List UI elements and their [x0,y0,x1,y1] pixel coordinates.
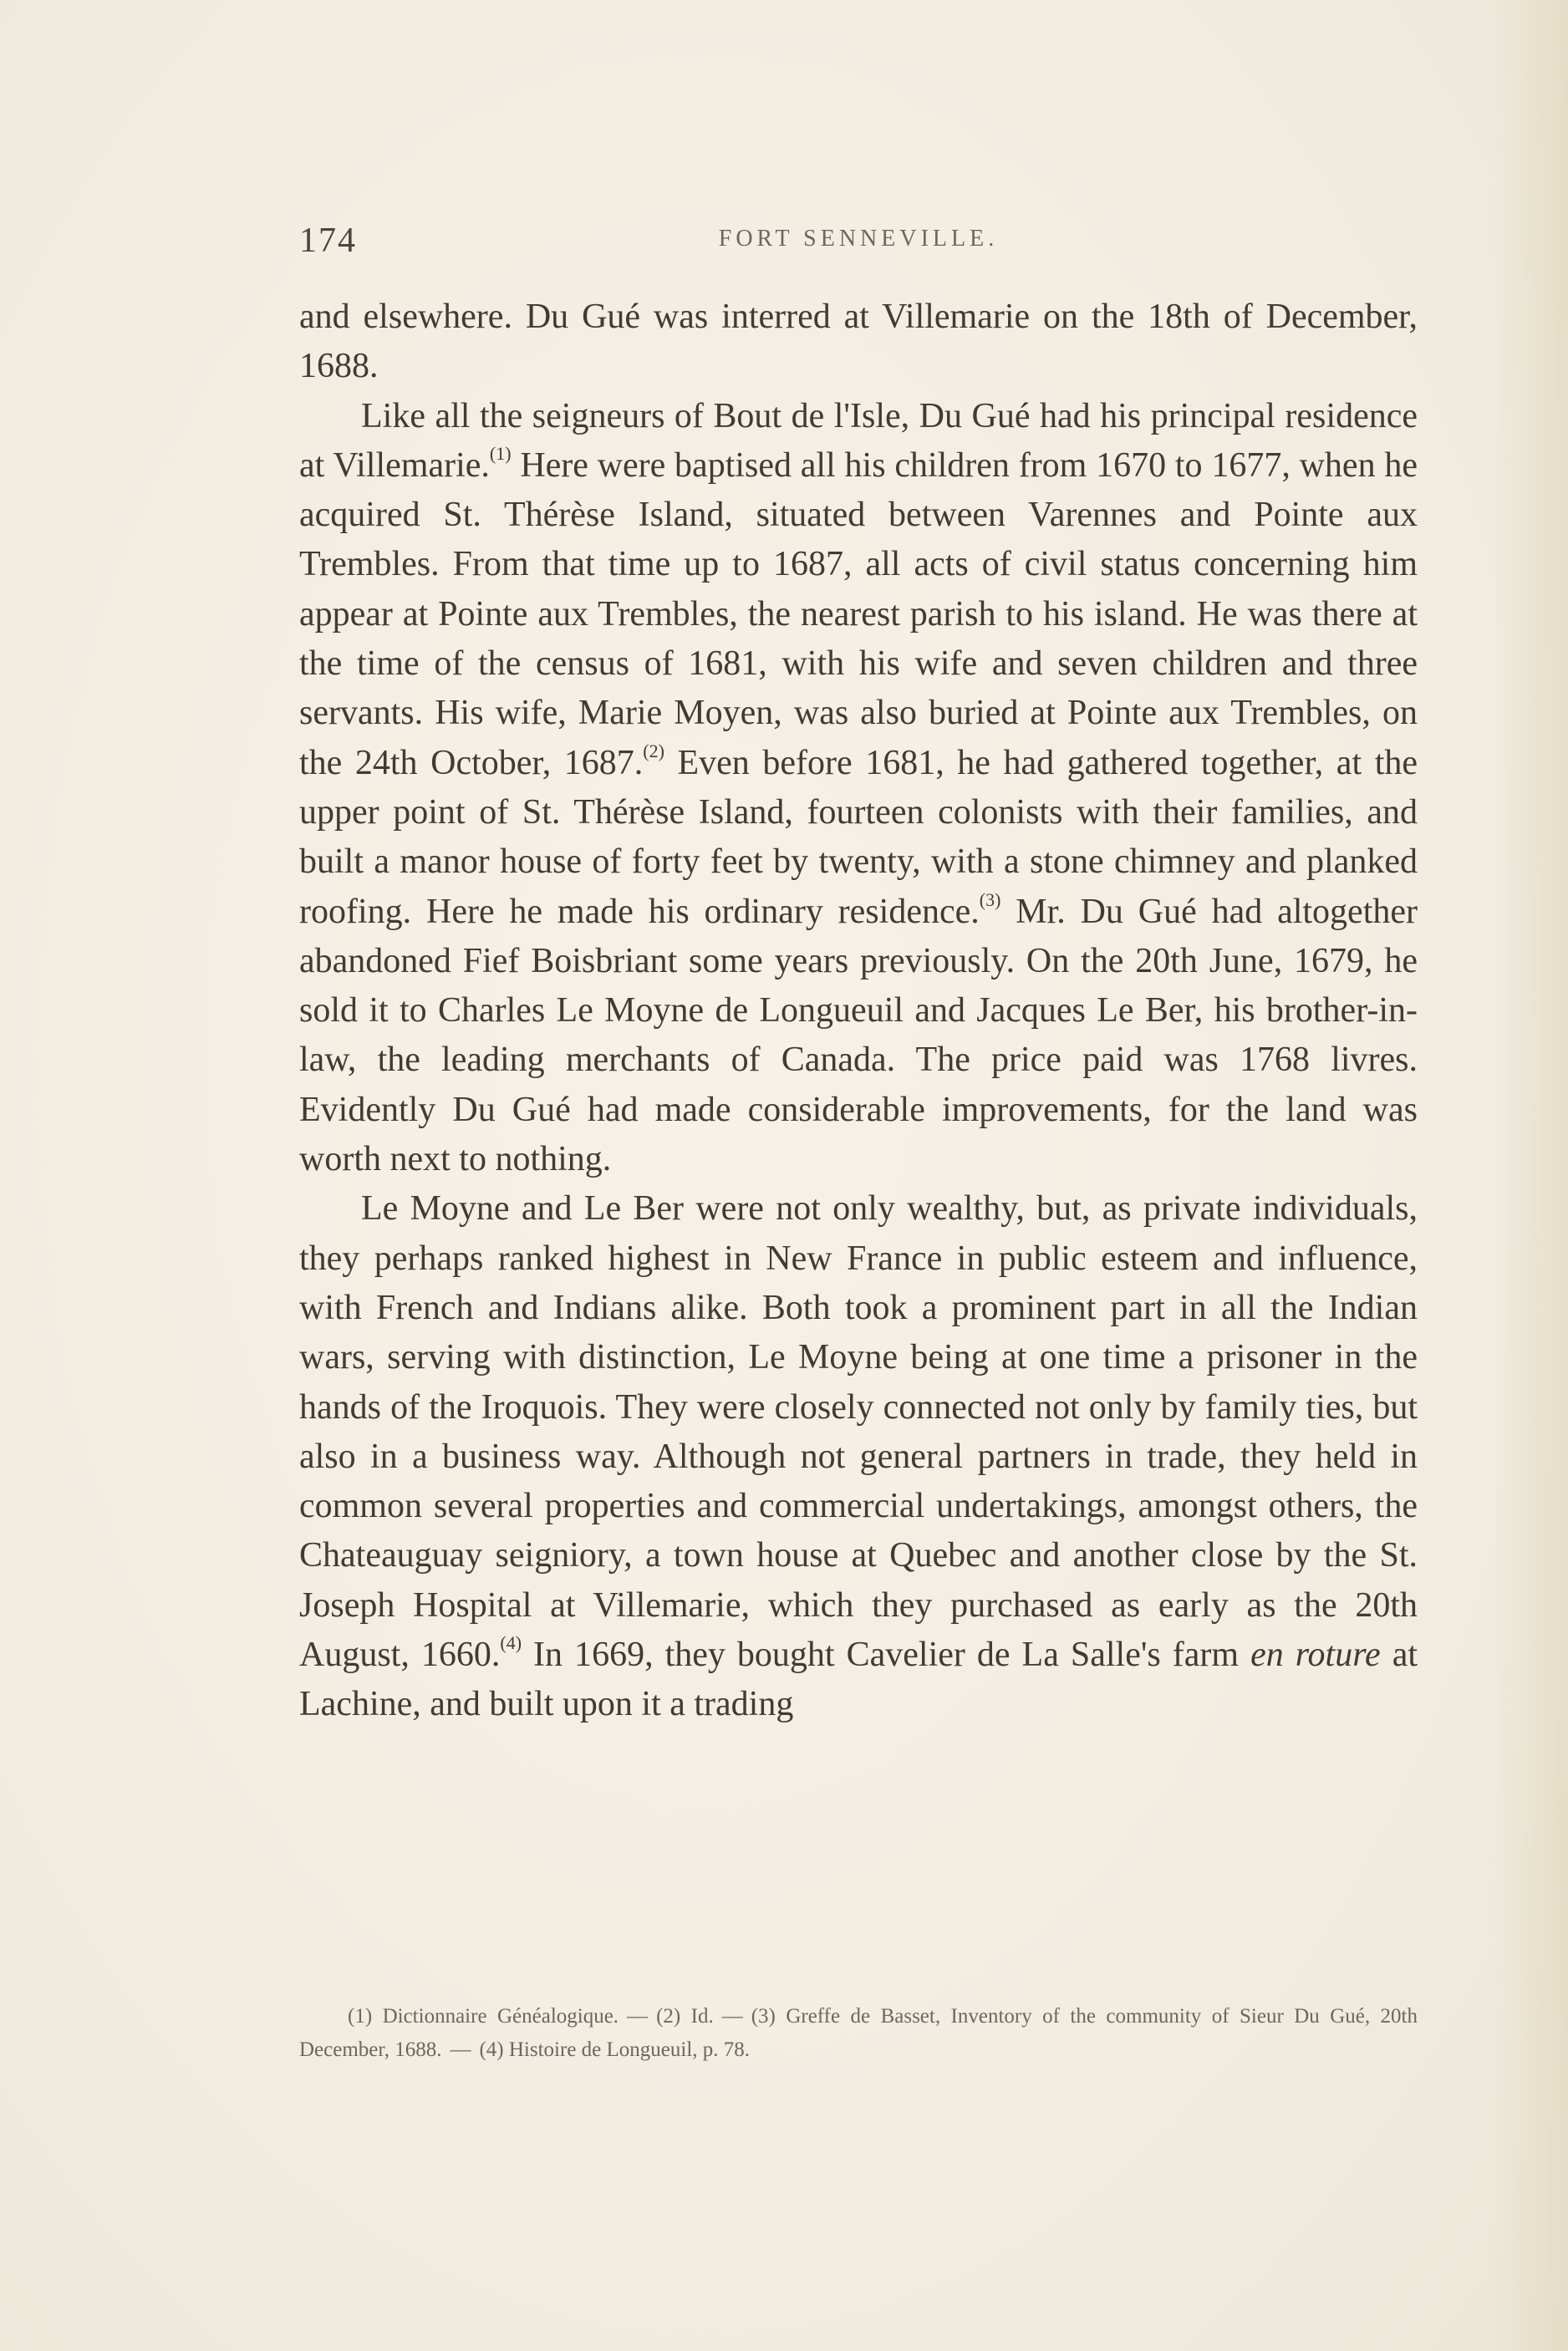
paragraph [299,293,1418,392]
footnote: (4) Histoire de Longueuil, p. 78. [479,2038,751,2061]
footnote-ref: (2) [643,740,664,761]
footnote-ref: (1) [489,442,512,464]
running-title: FORT SENNEVILLE. [718,226,999,252]
paragraph-text: at Lachine, and built upon it a trading [299,1636,1418,1724]
footnote-separator: — [721,2005,743,2028]
paragraph-text: In 1669, they bought Cavelier de La Salle's farm [522,1636,1251,1675]
footnote: (3) Greffe de Basset, Inventory of the community of Sieur Du Gué, 20th December, 1688. [299,2005,1418,2061]
paragraph-text: Here were baptised all his children from 1670 to 1677, when he acquired St. Thérèse Island, situated between Varennes and Pointe aux Trembles. From that time up to 1687, all acts of civil status concerning him appear at Pointe aux Trembles, the nearest parish to his island. He was there at the time of the census of 1681, with his wife and seven children and three servants. His wife, Marie Moyen, was also buried at Pointe aux Trembles, on the 24th October, 1687. [299,445,1418,782]
footnote-separator: — [627,2005,649,2028]
body-text [299,293,1418,1730]
page-number: 174 [299,221,357,260]
paragraph [299,1184,1418,1729]
footnotes [299,2000,1418,2067]
running-head [299,221,1418,262]
paragraph-text: Mr. Du Gué had altogether abandoned Fief Boisbriant some years previously. On the 20th June, 1679, he sold it to Charles Le Moyne de Longueuil and Jacques Le Ber, his brother-in-law, the leading merchants of Canada. The price paid was 1768 livres. Evidently Du Gué had made considerable improvements, for the land was worth next to nothing. [299,892,1418,1179]
paragraph [299,392,1418,1185]
paragraph-text: Even before 1681, he had gathered together, at the upper point of St. Thérèse Island, fourteen colonists with their families, and built a manor house of forty feet by twenty, with a stone chimney and planked roofing. Here he made his ordinary residence. [299,743,1418,931]
page-edge-shadow [1493,0,1568,2351]
paragraph-text: Like all the seigneurs of Bout de l'Isle, Du Gué had his principal residence at Villemarie. [299,396,1418,485]
italic-term: en roture [1250,1636,1381,1675]
footnote: (1) Dictionnaire Généalogique. [348,2005,619,2028]
footnote-ref: (4) [500,1632,522,1654]
footnote: (2) Id. [656,2005,714,2028]
footnote-ref: (3) [979,888,1001,910]
paragraph-text: Le Moyne and Le Ber were not only wealthy, but, as private individuals, they perhaps ranked highest in New France in public esteem and influence, with French and Indians alike. Both took a prominent part in all the Indian wars, serving with distinction, Le Moyne being at one time a prisoner in the hands of the Iroquois. They were closely connected not only by family ties, but also in a business way. Although not general partners in trade, they held in common several properties and commercial undertakings, amongst others, the Chateauguay seigniory, a town house at Quebec and another close by the St. Joseph Hospital at Villemarie, which they purchased as early as the 20th August, 1660. [299,1189,1418,1675]
paragraph-text: and elsewhere. Du Gué was interred at Villemarie on the 18th of December, 1688. [299,298,1418,386]
footnote-separator: — [450,2038,471,2061]
